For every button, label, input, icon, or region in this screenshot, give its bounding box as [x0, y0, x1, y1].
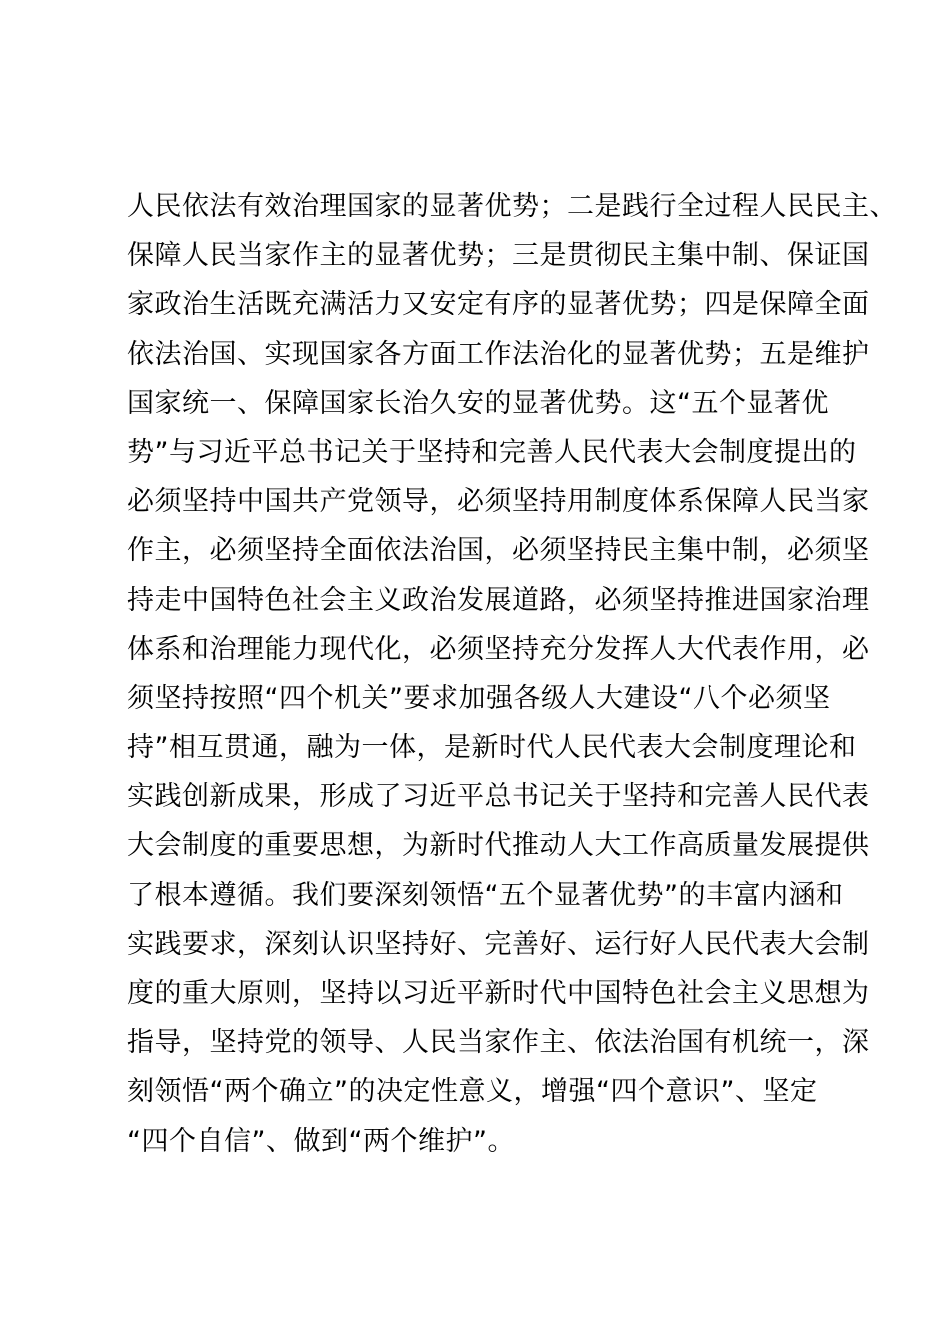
paragraph-line: 必须坚持中国共产党领导，必须坚持用制度体系保障人民当家 — [127, 486, 870, 518]
paragraph-line: 度的重大原则，坚持以习近平新时代中国特色社会主义思想为 — [127, 978, 870, 1009]
paragraph-line: 体系和治理能力现代化，必须坚持充分发挥人大代表作用，必 — [127, 633, 870, 665]
paragraph-line: 实践要求，深刻认识坚持好、完善好、运行好人民代表大会制 — [127, 928, 870, 960]
paragraph-line: 人民依法有效治理国家的显著优势；二是践行全过程人民民主、 — [127, 191, 897, 222]
paragraph-line: 实践创新成果，形成了习近平总书记关于坚持和完善人民代表 — [127, 781, 870, 813]
paragraph-line: 作主，必须坚持全面依法治国，必须坚持民主集中制，必须坚 — [127, 535, 870, 567]
paragraph-line: “四个自信”、做到“两个维护”。 — [127, 1125, 515, 1157]
paragraph-line: 大会制度的重要思想，为新时代推动人大工作高质量发展提供 — [127, 830, 870, 862]
paragraph-line: 势”与习近平总书记关于坚持和完善人民代表大会制度提出的 — [127, 436, 857, 468]
paragraph-line: 须坚持按照“四个机关”要求加强各级人大建设“八个必须坚 — [127, 682, 831, 714]
paragraph-line: 保障人民当家作主的显著优势；三是贯彻民主集中制、保证国 — [127, 240, 870, 272]
paragraph-line: 指导，坚持党的领导、人民当家作主、依法治国有机统一，深 — [127, 1027, 870, 1059]
paragraph-line: 持”相互贯通，融为一体，是新时代人民代表大会制度理论和 — [127, 732, 857, 764]
paragraph-line: 了根本遵循。我们要深刻领悟“五个显著优势”的丰富内涵和 — [127, 879, 844, 911]
paragraph-line: 国家统一、保障国家长治久安的显著优势。这“五个显著优 — [127, 387, 829, 419]
body-paragraph — [127, 182, 897, 1166]
paragraph-line: 持走中国特色社会主义政治发展道路，必须坚持推进国家治理 — [127, 584, 870, 616]
paragraph-line: 刻领悟“两个确立”的决定性意义，增强“四个意识”、坚定 — [127, 1076, 818, 1108]
paragraph-line: 家政治生活既充满活力又安定有序的显著优势；四是保障全面 — [127, 289, 870, 321]
paragraph-line: 依法治国、实现国家各方面工作法治化的显著优势；五是维护 — [127, 338, 870, 370]
